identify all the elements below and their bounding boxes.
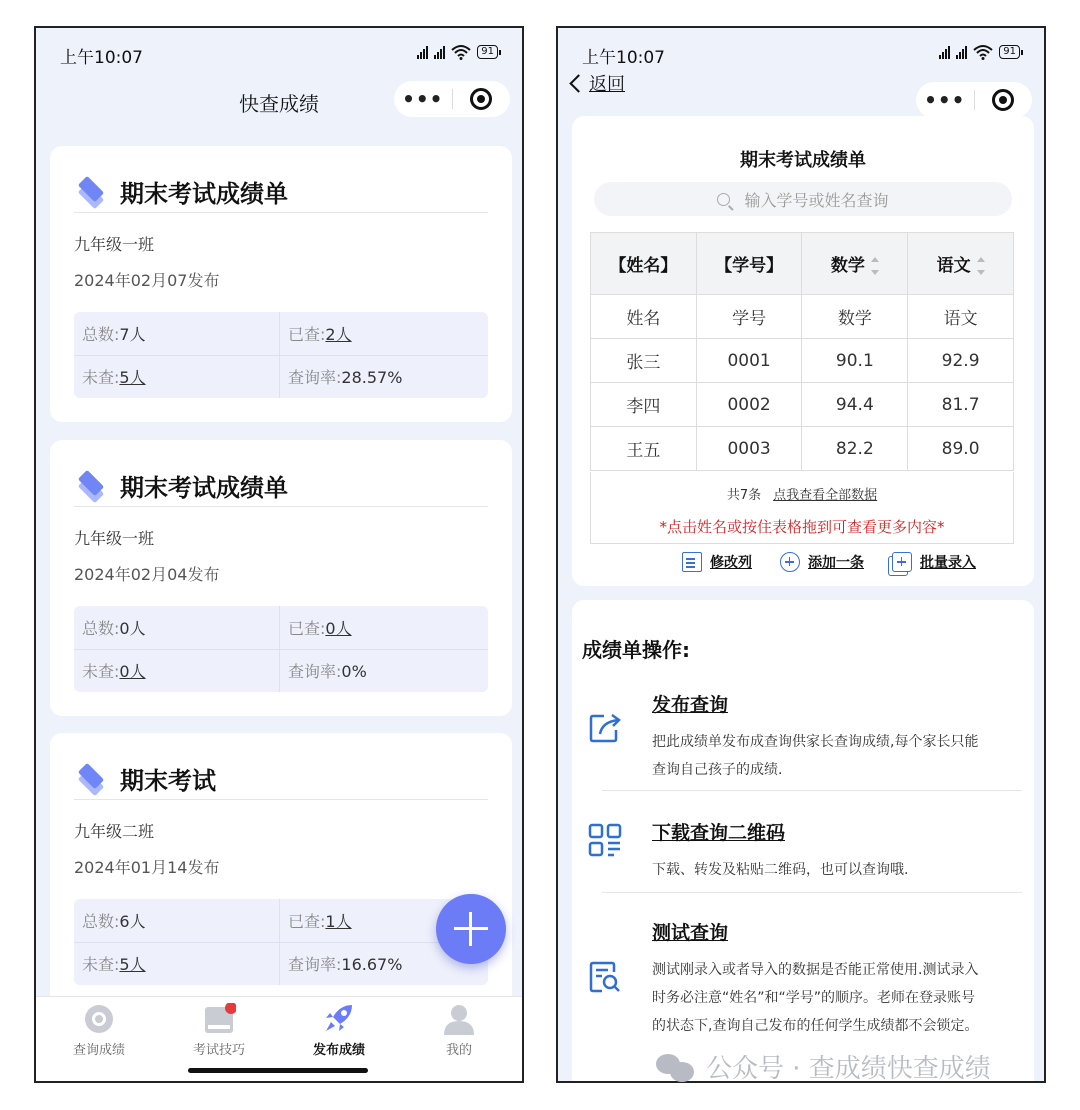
op-download-qrcode[interactable] xyxy=(588,818,1008,888)
table-row xyxy=(591,427,1014,471)
table-toolbar xyxy=(682,552,976,572)
table-cell: 0002 xyxy=(696,383,802,427)
tab-label: 考试技巧 xyxy=(192,1043,245,1058)
qrcode-icon xyxy=(588,823,622,857)
status-time: 上午10:07 xyxy=(60,48,143,68)
panel-title: 期末考试成绩单 xyxy=(740,150,866,171)
column-header[interactable]: 【姓名】 xyxy=(591,233,697,295)
table-hint: *点击姓名或按住表格拖到可查看更多内容* xyxy=(659,518,945,536)
scoresheet-panel xyxy=(572,116,1034,586)
search-icon xyxy=(82,1003,116,1035)
table-cell: 数学 xyxy=(802,295,908,339)
op-publish-query[interactable] xyxy=(588,690,1008,790)
battery-icon: 91 xyxy=(477,45,498,59)
card-class: 九年级一班 xyxy=(74,235,155,254)
card-date: 2024年01月14发布 xyxy=(74,858,220,877)
operations-title: 成绩单操作: xyxy=(582,638,690,662)
table-cell[interactable]: 张三 xyxy=(591,339,697,383)
stat-unchecked[interactable]: 未查:0人 xyxy=(82,662,146,681)
table-cell: 语文 xyxy=(908,295,1014,339)
tab-label: 我的 xyxy=(445,1043,472,1058)
op-test-query[interactable] xyxy=(588,918,1008,1068)
share-icon xyxy=(588,710,622,744)
layers-icon xyxy=(74,765,108,793)
card-stats xyxy=(74,899,488,985)
status-bar xyxy=(36,28,522,78)
page-title: 快查成绩 xyxy=(239,92,319,116)
signal-icon xyxy=(434,46,445,59)
stat-rate: 查询率:16.67% xyxy=(288,955,403,974)
card-class: 九年级一班 xyxy=(74,529,155,548)
search-icon xyxy=(717,193,730,206)
stat-total: 总数:0人 xyxy=(82,619,146,638)
card-date: 2024年02月07发布 xyxy=(74,271,220,290)
score-card[interactable] xyxy=(50,146,512,422)
wifi-icon xyxy=(973,44,993,60)
table-cell: 学号 xyxy=(696,295,802,339)
tab-mine[interactable] xyxy=(414,1003,504,1058)
tab-label: 查询成绩 xyxy=(72,1043,125,1058)
stat-unchecked[interactable]: 未查:5人 xyxy=(82,955,146,974)
watermark-text: 公众号 · 查成绩快查成绩 xyxy=(706,1054,991,1084)
more-icon[interactable]: ••• xyxy=(924,88,966,112)
column-header[interactable]: 数学 xyxy=(802,233,908,295)
table-row xyxy=(591,339,1014,383)
table-cell: 94.4 xyxy=(802,383,908,427)
search-placeholder: 输入学号或姓名查询 xyxy=(744,190,889,210)
op-desc: 下载、转发及粘贴二维码，也可以查询哦. xyxy=(652,862,909,878)
table-cell: 0001 xyxy=(696,339,802,383)
score-card[interactable] xyxy=(50,440,512,716)
stat-unchecked[interactable]: 未查:5人 xyxy=(82,368,146,387)
search-input[interactable] xyxy=(594,182,1012,216)
search-document-icon xyxy=(588,960,622,994)
table-cell: 0003 xyxy=(696,427,802,471)
stat-total: 总数:7人 xyxy=(82,325,146,344)
mini-program-capsule xyxy=(394,81,510,117)
status-bar xyxy=(558,28,1044,78)
column-header[interactable]: 语文 xyxy=(908,233,1014,295)
card-title: 期末考试成绩单 xyxy=(120,180,288,208)
score-table xyxy=(590,232,1014,471)
batch-add-icon xyxy=(892,552,912,572)
op-title: 测试查询 xyxy=(652,922,729,944)
tab-exam-tips[interactable] xyxy=(174,1003,264,1058)
wifi-icon xyxy=(451,44,471,60)
card-date: 2024年02月04发布 xyxy=(74,565,220,584)
card-title: 期末考试 xyxy=(120,767,216,795)
close-miniprogram-icon[interactable] xyxy=(974,89,1032,111)
stat-checked[interactable]: 已查:0人 xyxy=(288,619,352,638)
stat-rate: 查询率:28.57% xyxy=(288,368,403,387)
batch-import-button[interactable]: 批量录入 xyxy=(892,552,976,572)
stat-checked[interactable]: 已查:2人 xyxy=(288,325,352,344)
home-indicator xyxy=(188,1068,368,1073)
wechat-icon xyxy=(656,1050,696,1084)
plus-circle-icon xyxy=(780,552,800,572)
tab-label: 发布成绩 xyxy=(312,1043,365,1058)
tab-publish-scores[interactable] xyxy=(294,1003,384,1058)
table-cell: 92.9 xyxy=(908,339,1014,383)
signal-icon xyxy=(956,46,967,59)
column-header[interactable]: 【学号】 xyxy=(696,233,802,295)
total-count: 共7条 点我查看全部数据 xyxy=(726,488,878,503)
status-time: 上午10:07 xyxy=(582,48,665,68)
add-row-button[interactable]: 添加一条 xyxy=(780,552,864,572)
more-icon[interactable]: ••• xyxy=(402,87,444,111)
tab-query-scores[interactable] xyxy=(54,1003,144,1058)
table-footer xyxy=(590,472,1014,544)
card-stats xyxy=(74,312,488,398)
back-button[interactable] xyxy=(568,70,625,96)
table-cell: 89.0 xyxy=(908,427,1014,471)
card-title: 期末考试成绩单 xyxy=(120,474,288,502)
table-row xyxy=(591,383,1014,427)
layers-icon xyxy=(74,178,108,206)
stat-total: 总数:6人 xyxy=(82,912,146,931)
sort-icon[interactable] xyxy=(871,255,879,277)
edit-columns-button[interactable]: 修改列 xyxy=(682,552,752,572)
chevron-left-icon xyxy=(569,74,587,92)
layers-icon xyxy=(74,472,108,500)
table-cell: 82.2 xyxy=(802,427,908,471)
rocket-icon xyxy=(322,1003,356,1035)
book-icon xyxy=(202,1003,236,1035)
sort-icon[interactable] xyxy=(977,255,985,277)
card-class: 九年级二班 xyxy=(74,822,155,841)
op-title: 发布查询 xyxy=(652,694,729,716)
add-scoresheet-button[interactable] xyxy=(436,894,506,964)
phone-screen-right xyxy=(556,26,1046,1083)
score-card[interactable] xyxy=(50,733,512,1013)
table-cell: 81.7 xyxy=(908,383,1014,427)
signal-icon xyxy=(939,46,950,59)
battery-icon: 91 xyxy=(999,45,1020,59)
mini-program-capsule xyxy=(916,82,1032,118)
back-label: 返回 xyxy=(589,74,625,95)
table-row xyxy=(591,295,1014,339)
table-cell[interactable]: 王五 xyxy=(591,427,697,471)
table-cell[interactable]: 李四 xyxy=(591,383,697,427)
op-title: 下载查询二维码 xyxy=(652,822,786,844)
watermark xyxy=(656,1048,991,1085)
card-stats xyxy=(74,606,488,692)
table-cell[interactable]: 姓名 xyxy=(591,295,697,339)
view-all-link[interactable]: 点我查看全部数据 xyxy=(773,488,878,503)
stat-checked[interactable]: 已查:1人 xyxy=(288,912,352,931)
close-miniprogram-icon[interactable] xyxy=(452,88,510,110)
phone-screen-left xyxy=(34,26,524,1083)
op-desc: 测试刚录入或者导入的数据是否能正常使用.测试录入时务必注意“姓名”和“学号”的顺序。老师在登录账号的状态下,查询自己发布的任何学生成绩都不会锁定。 xyxy=(652,962,979,1034)
signal-icon xyxy=(417,46,428,59)
op-desc: 把此成绩单发布成查询供家长查询成绩,每个家长只能查询自己孩子的成绩. xyxy=(652,734,979,778)
table-cell: 90.1 xyxy=(802,339,908,383)
stat-rate: 查询率:0% xyxy=(288,662,367,681)
edit-icon xyxy=(682,552,702,572)
user-icon xyxy=(442,1003,476,1035)
